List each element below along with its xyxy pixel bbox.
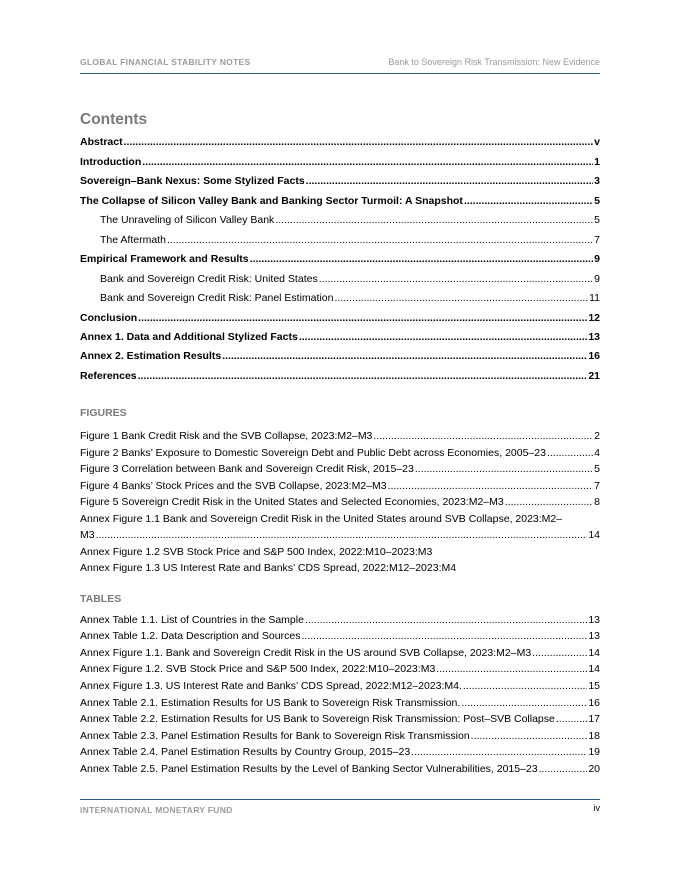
toc-entry-label: Sovereign–Bank Nexus: Some Stylized Facts [80,175,305,187]
toc-entry-label: Figure 2 Banks’ Exposure to Domestic Sovereign Debt and Public Debt across Economies, 2005–23 [80,447,546,459]
toc-entry-page: 3 [594,175,600,187]
toc-entry-label: Introduction [80,156,142,168]
toc-entry-wrapped-line2[interactable] [80,529,600,542]
toc-entry[interactable] [80,350,600,363]
figures-heading: FIGURES [80,407,127,419]
toc-entry-label: Annex Table 1.1. List of Countries in the Sample [80,614,304,626]
header-series-title: GLOBAL FINANCIAL STABILITY NOTES [80,57,251,67]
toc-entry[interactable] [80,253,600,266]
leader-dots [463,680,587,693]
toc-entry-label: M3 [80,529,95,541]
toc-entry-page: 21 [588,370,600,382]
toc-entry-plain[interactable]: Annex Figure 1.2 SVB Stock Price and S&P 500 Index, 2022:M10–2023:M3 [80,546,433,558]
toc-entry[interactable] [80,430,600,443]
toc-entry-page: 14 [588,647,600,659]
page-number: iv [593,803,600,813]
leader-dots [436,663,587,676]
toc-entry-page: 9 [594,253,600,265]
toc-entry[interactable] [80,370,600,383]
leader-dots [167,234,593,247]
toc-entry-page: v [594,136,600,148]
toc-entry-page: 13 [588,614,600,626]
leader-dots [96,529,588,542]
leader-dots [547,447,593,460]
leader-dots [471,730,588,743]
page-header [80,57,600,74]
toc-entry[interactable] [80,680,600,693]
leader-dots [250,253,594,266]
toc-entry-label: Conclusion [80,312,138,324]
header-document-title: Bank to Sovereign Risk Transmission: New Evidence [388,57,600,67]
toc-entry-label: Annex Table 2.5. Panel Estimation Results by the Level of Banking Sector Vulnerabilities, 2015–23 [80,763,538,775]
toc-entry[interactable] [100,214,600,227]
leader-dots [415,463,593,476]
toc-entry[interactable] [80,614,600,627]
toc-entry-page: 15 [588,680,600,692]
leader-dots [275,214,593,227]
toc-entry-plain[interactable]: Annex Figure 1.3 US Interest Rate and Banks’ CDS Spread, 2022:M12–2023:M4 [80,562,457,574]
toc-entry[interactable] [100,234,600,247]
toc-entry-page: 1 [594,156,600,168]
toc-entry-page: 14 [588,663,600,675]
toc-entry[interactable] [80,763,600,776]
toc-entry-page: 16 [588,350,600,362]
leader-dots [142,156,593,169]
toc-entry[interactable] [100,292,600,305]
toc-entry-label: References [80,370,137,382]
leader-dots [299,331,587,344]
toc-entry-label: Annex Figure 1.3. US Interest Rate and Banks’ CDS Spread, 2022:M12–2023:M4. [80,680,462,692]
toc-entry-page: 7 [594,480,600,492]
toc-entry-label: Figure 4 Banks’ Stock Prices and the SVB Collapse, 2023:M2–M3 [80,480,387,492]
toc-entry-label: Figure 1 Bank Credit Risk and the SVB Collapse, 2023:M2–M3 [80,430,373,442]
tables-heading: TABLES [80,593,122,605]
toc-entry-wrapped-line1[interactable]: Annex Figure 1.1 Bank and Sovereign Credit Risk in the United States around SVB Collapse, 2023:M2– [80,513,563,525]
leader-dots [222,350,587,363]
toc-entry-label: Annex 1. Data and Additional Stylized Facts [80,331,298,343]
toc-entry-label: Annex Table 2.4. Panel Estimation Results by Country Group, 2015–23 [80,746,411,758]
toc-entry[interactable] [80,630,600,643]
toc-entry-page: 13 [588,630,600,642]
toc-entry-label: Annex Table 2.3. Panel Estimation Results for Bank to Sovereign Risk Transmission [80,730,470,742]
toc-entry-page: 5 [594,463,600,475]
toc-entry-label: Annex Figure 1.1. Bank and Sovereign Credit Risk in the US around SVB Collapse, 2023:M2–M3 [80,647,532,659]
toc-entry-page: 17 [588,713,600,725]
toc-entry[interactable] [80,496,600,509]
leader-dots [461,697,587,710]
leader-dots [505,496,593,509]
toc-entry-page: 20 [588,763,600,775]
toc-entry-label: Bank and Sovereign Credit Risk: United States [100,273,318,285]
toc-entry-label: Annex 2. Estimation Results [80,350,222,362]
toc-entry-page: 2 [594,430,600,442]
toc-entry[interactable] [80,647,600,660]
leader-dots [532,647,587,660]
leader-dots [138,370,588,383]
toc-entry-label: The Unraveling of Silicon Valley Bank [100,214,275,226]
toc-entry[interactable] [80,463,600,476]
toc-entry-page: 13 [588,331,600,343]
toc-entry-page: 8 [594,496,600,508]
toc-entry-label: Bank and Sovereign Credit Risk: Panel Estimation [100,292,334,304]
leader-dots [411,746,587,759]
toc-entry-page: 19 [588,746,600,758]
leader-dots [388,480,594,493]
leader-dots [334,292,588,305]
toc-entry[interactable] [80,331,600,344]
toc-entry[interactable] [80,697,600,710]
toc-entry-page: 5 [594,195,600,207]
toc-entry-page: 7 [594,234,600,246]
toc-entry[interactable] [80,447,600,460]
page-title: Contents [80,111,148,128]
toc-entry-label: Empirical Framework and Results [80,253,249,265]
toc-entry-label: The Aftermath [100,234,166,246]
toc-entry-page: 11 [589,292,600,304]
leader-dots [464,195,593,208]
leader-dots [373,430,593,443]
toc-entry-label: Annex Table 2.1. Estimation Results for US Bank to Sovereign Risk Transmission. [80,697,461,709]
toc-entry[interactable] [80,156,600,169]
toc-entry[interactable] [80,663,600,676]
toc-entry-label: Figure 5 Sovereign Credit Risk in the United States and Selected Economies, 2023:M2–M3 [80,496,504,508]
toc-entry[interactable] [80,713,600,726]
toc-entry-label: Annex Figure 1.2. SVB Stock Price and S&P 500 Index, 2022:M10–2023:M3 [80,663,436,675]
toc-entry-page: 14 [588,529,600,541]
toc-entry-page: 12 [588,312,600,324]
toc-entry-page: 18 [588,730,600,742]
toc-entry[interactable] [100,273,600,286]
toc-entry-label: Figure 3 Correlation between Bank and Sovereign Credit Risk, 2015–23 [80,463,414,475]
toc-entry-page: 4 [594,447,600,459]
toc-entry[interactable] [80,175,600,188]
toc-entry[interactable] [80,312,600,325]
footer-publisher: INTERNATIONAL MONETARY FUND [80,805,233,815]
toc-entry-page: 5 [594,214,600,226]
toc-entry[interactable] [80,746,600,759]
toc-entry[interactable] [80,730,600,743]
toc-entry[interactable] [80,195,600,208]
toc-entry-label: Annex Table 1.2. Data Description and Sources [80,630,301,642]
leader-dots [556,713,587,726]
leader-dots [306,175,593,188]
toc-entry-page: 9 [594,273,600,285]
toc-entry[interactable] [80,136,600,149]
toc-entry[interactable] [80,480,600,493]
leader-dots [138,312,587,325]
leader-dots [301,630,587,643]
toc-entry-label: Annex Table 2.2. Estimation Results for US Bank to Sovereign Risk Transmission: Post–SVB Collapse [80,713,555,725]
leader-dots [305,614,587,627]
leader-dots [124,136,594,149]
toc-entry-label: The Collapse of Silicon Valley Bank and Banking Sector Turmoil: A Snapshot [80,195,463,207]
toc-entry-label: Abstract [80,136,123,148]
page-footer [80,799,600,815]
leader-dots [319,273,593,286]
toc-entry-page: 16 [588,697,600,709]
leader-dots [539,763,588,776]
